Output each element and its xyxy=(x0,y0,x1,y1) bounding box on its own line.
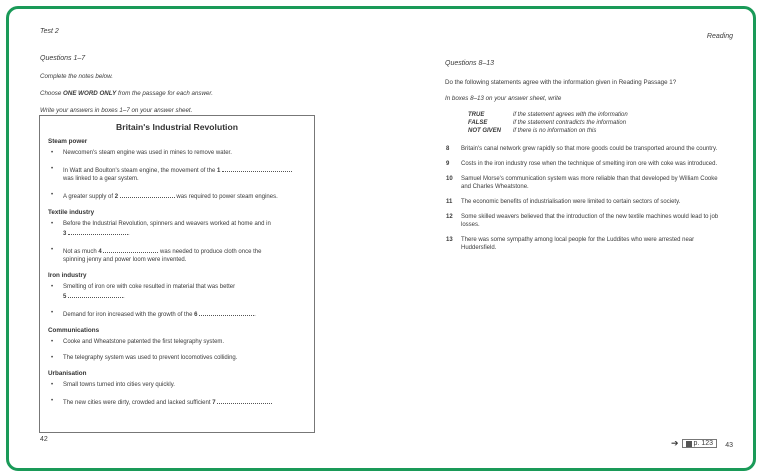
section-steam-power: Steam power xyxy=(48,138,88,145)
section-urbanisation: Urbanisation xyxy=(48,370,87,377)
answer-gap-7 xyxy=(217,397,272,404)
tf-legend xyxy=(468,111,628,135)
statement-9: 9 Costs in the iron industry rose when the technique of smelting iron ore with coke was introduced. xyxy=(446,161,718,167)
note-urban-2: • The new cities were dirty, crowded and lacked sufficient 7 xyxy=(48,397,306,407)
questions-heading-1-7: Questions 1–7 xyxy=(40,55,86,62)
tf-false-row: FALSE if the statement contradicts the information xyxy=(468,120,627,126)
statement-8: 8 Britain's canal network grew rapidly so that more goods could be transported around the country. xyxy=(446,146,718,152)
note-steam-3: • A greater supply of 2 was required to power steam engines. xyxy=(51,192,278,200)
note-urban-1: • Small towns turned into cities very quickly. xyxy=(51,382,175,388)
book-frame xyxy=(6,6,756,471)
answer-key-icon xyxy=(686,441,692,447)
instruction-answer-boxes: Write your answers in boxes 1–7 on your answer sheet. xyxy=(40,107,193,114)
statements-list xyxy=(446,145,721,259)
note-textile-1: • Before the Industrial Revolution, spinners and weavers worked at home and in 3 . xyxy=(51,221,271,237)
instruction-choose: Choose ONE WORD ONLY from the passage for each answer. xyxy=(40,90,213,97)
section-textile-industry: Textile industry xyxy=(48,209,95,216)
statement-12: 12 Some skilled weavers believed that the introduction of the new textile machines would lead to job losses. xyxy=(446,214,719,228)
section-communications: Communications xyxy=(48,327,100,334)
notes-box xyxy=(39,115,315,433)
note-comm-2: • The telegraphy system was used to prevent locomotives colliding. xyxy=(51,355,238,361)
left-page xyxy=(9,9,381,468)
note-steam-2: • In Watt and Boulton's steam engine, the movement of the 1 was linked to a gear system. xyxy=(48,165,306,183)
running-header-right: Reading xyxy=(706,33,733,40)
note-iron-2: • Demand for iron increased with the growth of the 6 . xyxy=(51,310,256,318)
note-steam-1: • Newcomen's steam engine was used in mines to remove water. xyxy=(51,150,232,156)
answer-gap-3 xyxy=(68,228,128,235)
note-comm-1: • Cooke and Wheatstone patented the first telegraphy system. xyxy=(51,339,225,345)
answer-gap-5 xyxy=(68,291,123,298)
notes-title: Britain's Industrial Revolution xyxy=(116,122,238,132)
questions-heading-8-13: Questions 8–13 xyxy=(445,60,495,67)
right-page xyxy=(381,9,753,468)
answer-gap-6 xyxy=(199,309,254,316)
page-number-right: 43 xyxy=(725,442,733,449)
answer-gap-2 xyxy=(120,191,175,198)
tf-true-row: TRUE if the statement agrees with the information xyxy=(468,112,628,118)
note-textile-2: • Not as much 4 was needed to produce cloth once the spinning jenny and power loom were invented. xyxy=(51,247,262,263)
statement-11: 11 The economic benefits of industrialisation were limited to certain sectors of society. xyxy=(446,199,681,205)
instruction-complete: Complete the notes below. xyxy=(40,73,113,80)
tf-not-given-row: NOT GIVEN if there is no information on this xyxy=(468,128,597,134)
answer-gap-4 xyxy=(103,246,158,253)
statement-10: 10 Samuel Morse's communication system was more reliable than that developed by William Cooke and Charles Wheatstone. xyxy=(446,176,718,190)
running-header-left: Test 2 xyxy=(40,28,59,35)
arrow-right-icon: ➔ xyxy=(670,438,679,448)
answer-key-reference[interactable] xyxy=(671,439,717,448)
instruction-statements: Do the following statements agree with the information given in Reading Passage 1? xyxy=(445,79,677,86)
section-iron-industry: Iron industry xyxy=(48,272,87,279)
answer-gap-1 xyxy=(222,165,292,172)
page-number-left: 42 xyxy=(40,436,48,443)
note-iron-1: • Smelting of iron ore with coke resulted in material that was better 5 . xyxy=(51,284,236,300)
instruction-write: In boxes 8–13 on your answer sheet, write xyxy=(445,95,562,102)
statement-13: 13 There was some sympathy among local people for the Luddites who were arrested near Huddersfield. xyxy=(446,237,695,251)
page-ref-box: p. 123 xyxy=(682,439,717,448)
